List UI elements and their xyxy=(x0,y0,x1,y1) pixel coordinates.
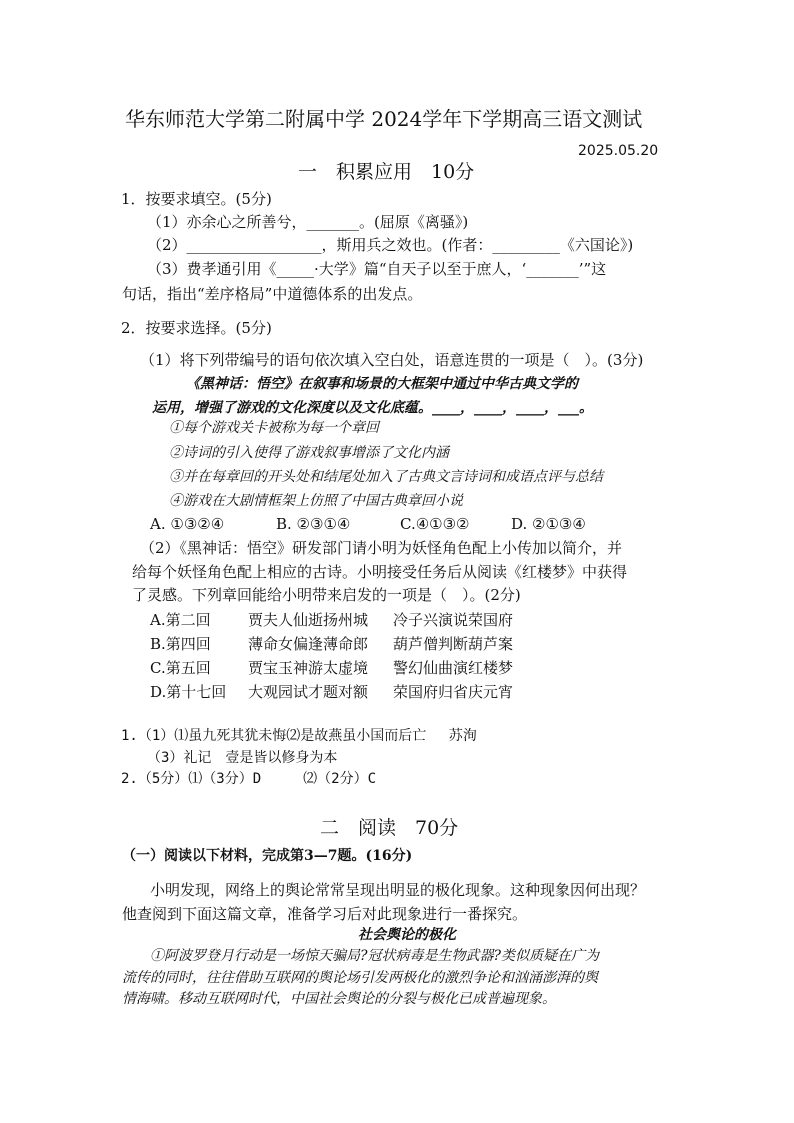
answer-line-3: 2.（5分）⑴（3分）D ⑵（2分）C xyxy=(121,771,377,787)
article-para-1-line-3: 情海啸。移动互联网时代，中国社会舆论的分裂与极化已成普遍现象。 xyxy=(122,991,556,1007)
chapter-title-b1: 薄命女偏逢薄命郎 xyxy=(248,635,369,653)
q2-item-3: ③并在每章回的开头处和结尾处加入了古典文言诗词和成语点评与总结 xyxy=(169,469,603,485)
page-title: 华东师范大学第二附属中学 2024学年下学期高三语文测试 xyxy=(125,107,643,131)
reading-1-heading: （一）阅读以下材料，完成第3—7题。(16分) xyxy=(122,848,413,864)
section-2-heading: 二 阅读 70分 xyxy=(320,817,459,839)
q2-item-2: ②诗词的引入使得了游戏叙事增添了文化内涵 xyxy=(169,445,449,461)
q1-line-4: 句话，指出“差序格局”中道德体系的出发点。 xyxy=(122,285,423,303)
q1-stem: 1．按要求填空。(5分) xyxy=(121,190,272,208)
q2-option-a: A. ①③②④ xyxy=(150,515,225,533)
chapter-title-c2: 警幻仙曲演红楼梦 xyxy=(393,659,514,677)
q1-line-1: （1）亦余心之所善兮，_______。(屈原《离骚》) xyxy=(147,213,469,231)
chapter-title-d2: 荣国府归省庆元宵 xyxy=(393,683,514,701)
q2-item-1: ①每个游戏关卡被称为每一个章回 xyxy=(169,420,379,436)
answer-line-2: （3）礼记 壹是皆以修身为本 xyxy=(147,750,338,766)
chapter-title-b2: 葫芦僧判断葫芦案 xyxy=(393,635,514,653)
article-para-1-line-2: 流传的同时，往往借助互联网的舆论场引发两极化的激烈争论和汹涌澎湃的舆 xyxy=(122,970,598,986)
q2-part2-line-2: 给每个妖怪角色配上相应的古诗。小明接受任务后从阅读《红楼梦》中获得 xyxy=(132,563,628,581)
chapter-title-c1: 贾宝玉神游太虚境 xyxy=(248,659,369,677)
chapter-num-a: A.第二回 xyxy=(150,611,211,629)
q2-option-b: B. ②③①④ xyxy=(276,515,351,533)
chapter-num-c: C.第五回 xyxy=(150,659,211,677)
q2-stem: 2．按要求选择。(5分) xyxy=(121,319,272,337)
chapter-title-a2: 冷子兴演说荣国府 xyxy=(393,611,514,629)
chapter-title-d1: 大观园试才题对额 xyxy=(248,683,369,701)
chapter-num-d: D.第十七回 xyxy=(150,683,227,701)
q2-item-4: ④游戏在大剧情框架上仿照了中国古典章回小说 xyxy=(169,493,463,509)
test-date: 2025.05.20 xyxy=(578,143,659,159)
chapter-num-b: B.第四回 xyxy=(150,635,211,653)
q2-part1-text-1: 《黑神话：悟空》在叙事和场景的大框架中通过中华古典文学的 xyxy=(186,376,578,392)
q1-line-3: （3）费孝通引用《_____·大学》篇“自天子以至于庶人，‘_______’”这 xyxy=(147,260,607,278)
answer-line-1: 1.（1）⑴虽九死其犹未悔⑵是故燕虽小国而后亡 苏洵 xyxy=(121,728,477,744)
article-title: 社会舆论的极化 xyxy=(358,927,456,943)
q2-part2-line-1: （2）《黑神话：悟空》研发部门请小明为妖怪角色配上小传加以简介，并 xyxy=(140,539,623,557)
intro-line-1: 小明发现，网络上的舆论常常呈现出明显的极化现象。这种现象因何出现？ xyxy=(150,881,646,899)
q2-part1-stem: （1）将下列带编号的语句依次填入空白处，语意连贯的一项是（ ）。(3分) xyxy=(140,351,644,369)
q2-option-d: D. ②①③④ xyxy=(511,515,586,533)
q2-part1-text-2: 运用，增强了游戏的文化深度以及文化底蕴。____，____，____，___。 xyxy=(152,400,593,416)
intro-line-2: 他查阅到下面这篇文章，准备学习后对此现象进行一番探究。 xyxy=(122,905,528,923)
chapter-title-a1: 贾夫人仙逝扬州城 xyxy=(248,611,369,629)
q2-option-c: C.④①③② xyxy=(400,515,470,533)
q2-part2-line-3: 了灵感。下列章回能给小明带来启发的一项是（ ）。(2分) xyxy=(132,586,521,604)
article-para-1-line-1: ①阿波罗登月行动是一场惊天骗局?冠状病毒是生物武器?类似质疑在广为 xyxy=(150,948,600,964)
section-1-heading: 一 积累应用 10分 xyxy=(298,161,475,183)
q1-line-2: （2）__________________，斯用兵之效也。(作者：_________《六国论》) xyxy=(147,236,634,254)
